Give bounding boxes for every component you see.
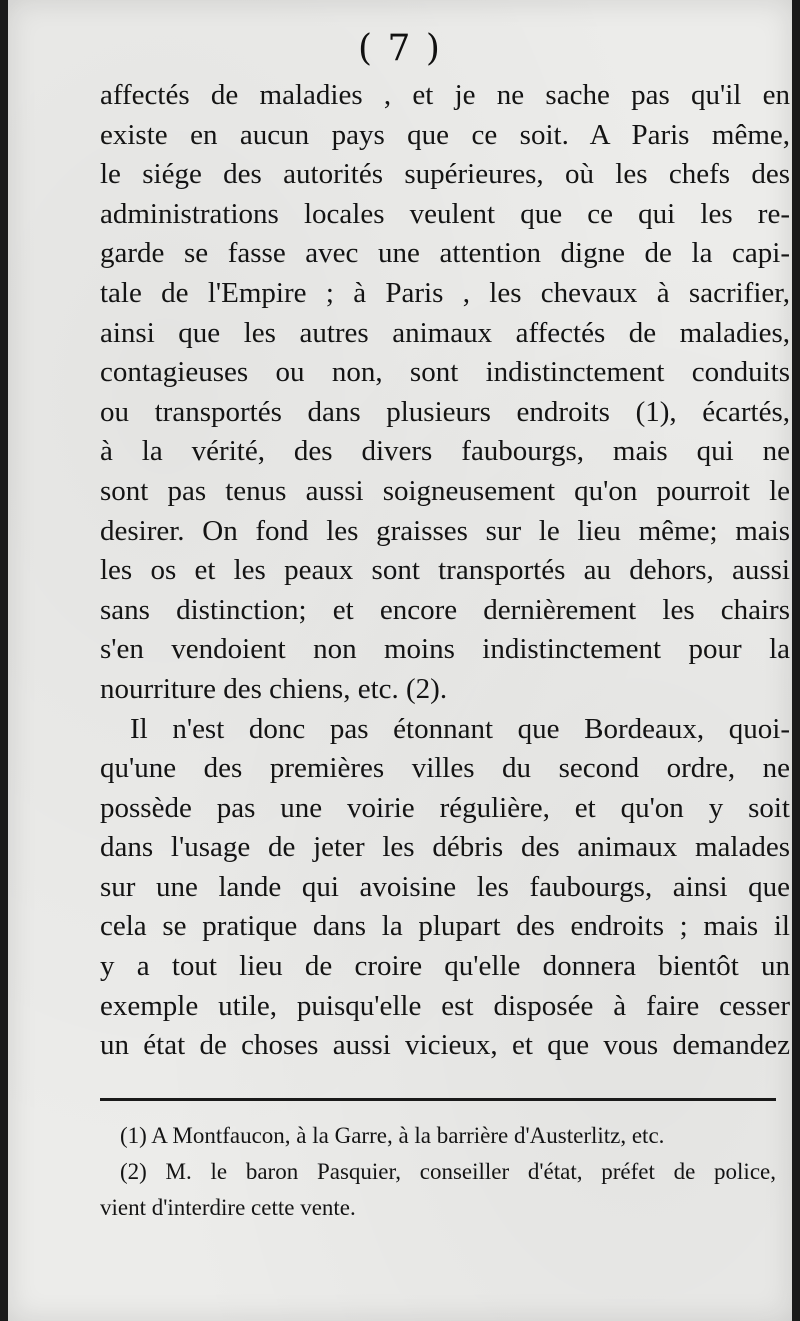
text-line: s'en vendoient non moins indistinctement pour la [100, 633, 790, 666]
text-line: sont pas tenus aussi soigneusement qu'on pourroit le [100, 474, 790, 507]
text-line: qu'une des premières villes du second ordre, ne [100, 752, 790, 785]
text-line: dans l'usage de jeter les débris des animaux malades [100, 831, 790, 864]
text-line: le siége des autorités supérieures, où les chefs des [100, 158, 790, 191]
text-line: à la vérité, des divers faubourgs, mais qui ne [100, 435, 790, 468]
text-line: un état de choses aussi vicieux, et que vous demandez [100, 1029, 790, 1062]
text-line: possède pas une voirie régulière, et qu'on y soit [100, 791, 790, 824]
text-line: nourriture des chiens, etc. (2). [100, 672, 448, 705]
footnote-2: (2) M. le baron Pasquier, conseiller d'état, préfet de police, [120, 1159, 776, 1184]
footnote-2-continuation: vient d'interdire cette vente. [100, 1195, 356, 1220]
page-number: ( 7 ) [358, 28, 442, 69]
scanned-page [8, 0, 792, 1321]
text-line: existe en aucun pays que ce soit. A Paris même, [100, 118, 790, 151]
text-line: sans distinction; et encore dernièrement les chairs [100, 593, 790, 626]
body-text [100, 76, 790, 1066]
text-line: administrations locales veulent que ce qui les re- [100, 197, 790, 230]
text-line: ou transportés dans plusieurs endroits (1), écartés, [100, 395, 790, 428]
text-line: desirer. On fond les graisses sur le lieu même; mais [100, 514, 790, 547]
text-line: y a tout lieu de croire qu'elle donnera bientôt un [100, 950, 790, 983]
footnotes [100, 1118, 776, 1226]
text-line: cela se pratique dans la plupart des endroits ; mais il [100, 910, 790, 943]
text-line: ainsi que les autres animaux affectés de maladies, [100, 316, 790, 349]
text-line: sur une lande qui avoisine les faubourgs, ainsi que [100, 870, 790, 903]
text-line: garde se fasse avec une attention digne de la capi- [100, 237, 790, 270]
text-line: contagieuses ou non, sont indistinctement conduits [100, 356, 790, 389]
paragraph-start-line: Il n'est donc pas étonnant que Bordeaux, quoi- [130, 712, 790, 745]
text-line: affectés de maladies , et je ne sache pas qu'il en [100, 79, 790, 111]
footnote-1: (1) A Montfaucon, à la Garre, à la barrière d'Austerlitz, etc. [120, 1123, 665, 1148]
text-line: les os et les peaux sont transportés au dehors, aussi [100, 554, 790, 587]
text-line: exemple utile, puisqu'elle est disposée à faire cesser [100, 989, 790, 1022]
footnote-separator-rule [100, 1098, 776, 1101]
text-line: tale de l'Empire ; à Paris , les chevaux à sacrifier, [100, 276, 790, 309]
